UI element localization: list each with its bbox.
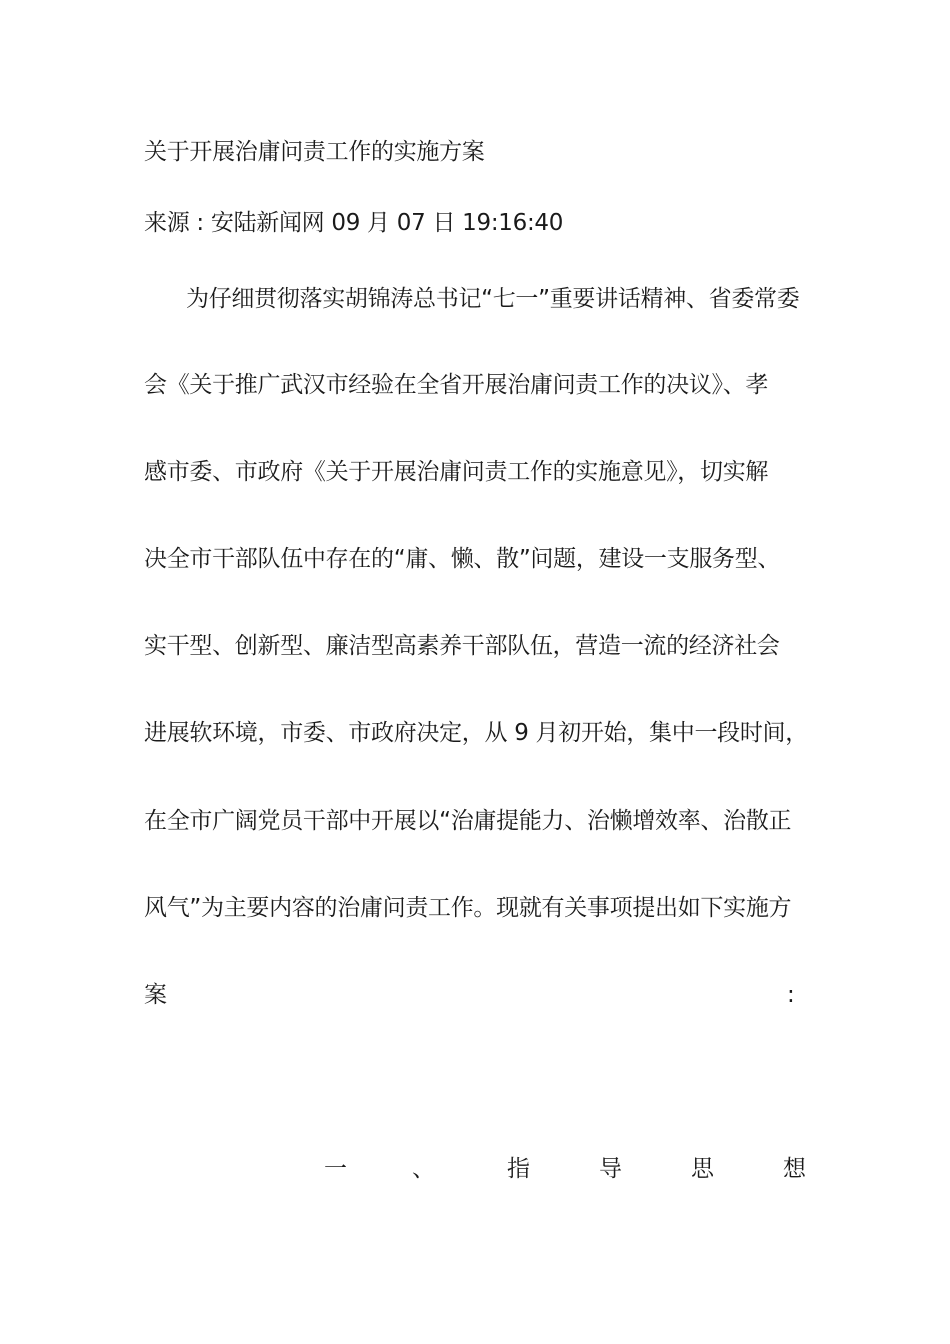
paragraph-line: 决全市干部队伍中存在的“庸、懒、散”问题，建设一支服务型、 bbox=[144, 546, 781, 572]
paragraph-colon: : bbox=[787, 982, 795, 1008]
paragraph-line: 实干型、创新型、廉洁型高素养干部队伍，营造一流的经济社会 bbox=[144, 633, 780, 659]
paragraph-line bbox=[144, 284, 806, 314]
section-heading-char: 一 bbox=[324, 1156, 347, 1182]
paragraph-line: 会《关于推广武汉市经验在全省开展治庸问责工作的决议》、孝 bbox=[144, 372, 769, 398]
paragraph-line bbox=[144, 980, 806, 1010]
paragraph-line: 风气”为主要内容的治庸问责工作。现就有关事项提出如下实施方 bbox=[144, 895, 792, 921]
paragraph-line: 感市委、市政府《关于开展治庸问责工作的实施意见》，切实解 bbox=[144, 459, 769, 485]
section-heading-char: 想 bbox=[783, 1156, 806, 1182]
document-source: 来源 : 安陆新闻网 09 月 07 日 19:16:40 bbox=[144, 210, 564, 236]
paragraph-line: 在全市广阔党员干部中开展以“治庸提能力、治懒增效率、治散正 bbox=[144, 808, 792, 834]
section-heading-char: 思 bbox=[691, 1156, 714, 1182]
document-title: 关于开展治庸问责工作的实施方案 bbox=[144, 139, 485, 165]
section-heading-char: 、 bbox=[412, 1156, 435, 1182]
paragraph-line: 进展软环境，市委、市政府决定，从 9 月初开始，集中一段时间， bbox=[144, 720, 808, 746]
paragraph-line-text: 案 bbox=[144, 982, 167, 1008]
section-heading bbox=[144, 1154, 806, 1184]
paragraph-line-text: 为仔细贯彻落实胡锦涛总书记“七一”重要讲话精神、省委常委 bbox=[186, 286, 800, 312]
section-heading-char: 导 bbox=[599, 1156, 622, 1182]
section-heading-char: 指 bbox=[507, 1156, 530, 1182]
